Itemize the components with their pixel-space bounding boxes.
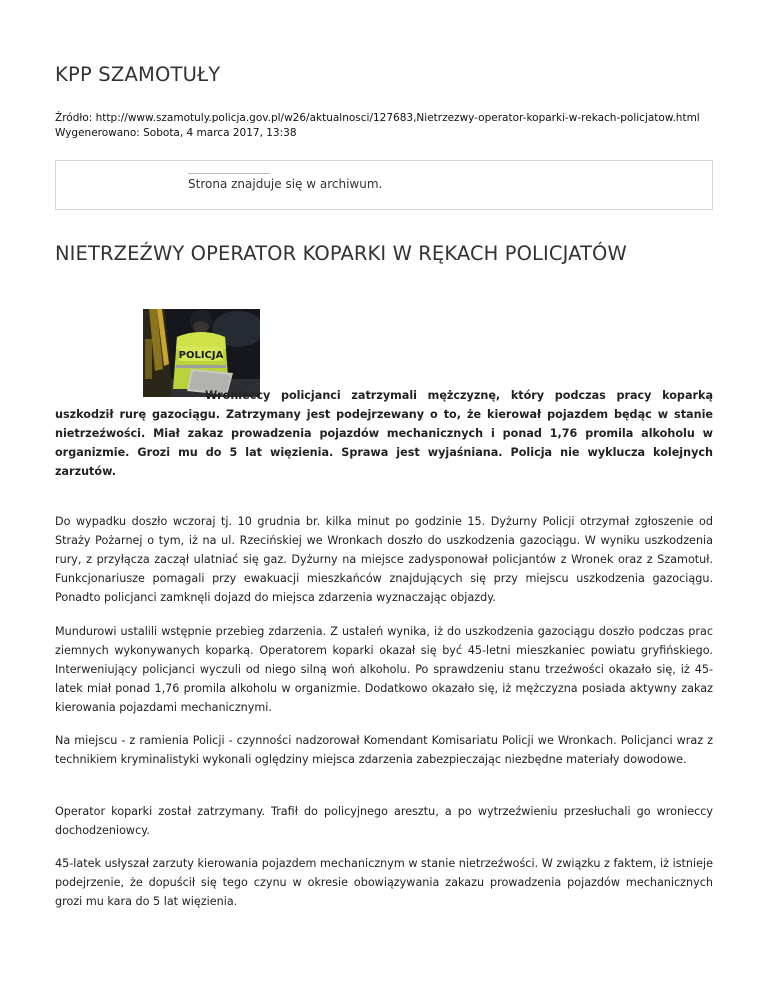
article-lead: [55, 386, 713, 481]
article-paragraph: Operator koparki został zatrzymany. Trafił do policyjnego aresztu, a po wytrzeźwieniu przesłuchali go wronieccy dochodzeniowcy.: [55, 805, 713, 837]
source-url: Źródło: http://www.szamotuly.policja.gov.pl/w26/aktualnosci/127683,Nietrzezwy-operator-koparki-w-rekach-policjatow.html: [55, 112, 700, 124]
archive-divider: [188, 173, 270, 174]
article-paragraph: Do wypadku doszło wczoraj tj. 10 grudnia br. kilka minut po godzinie 15. Dyżurny Policji otrzymał zgłoszenie od Straży Pożarnej o tym, iż na ul. Rzecińskiej we Wronkach doszło do uszkodzenia gazociągu. W wyniku uszkodzenia rury, z przyłącza zaczął ulatniać się gaz. Dyżurny na miejsce zadysponował policjantów z Wronek oraz z Szamotuł. Funkcjonariusze pomagali przy ewakuacji mieszkańców znajdujących się przy miejscu uszkodzenia gazociągu. Ponadto policjanci zamknęli dojazd do miejsca zdarzenia wyznaczając objazdy.: [55, 515, 713, 604]
police-officer-photo: [143, 309, 260, 397]
archive-notice: Strona znajduje się w archiwum.: [188, 177, 383, 191]
article-photo: [143, 309, 260, 397]
article-paragraph: 45-latek usłyszał zarzuty kierowania pojazdem mechanicznym w stanie nietrzeźwości. W związku z faktem, iż istnieje podejrzenie, że dopuścił się tego czynu w okresie obowiązywania zakazu prowadzenia pojazdów mechanicznych grozi mu kara do 5 lat więzienia.: [55, 857, 713, 908]
article-lead-text: Wronieccy policjanci zatrzymali mężczyznę, który podczas pracy koparką uszkodził rurę gazociągu. Zatrzymany jest podejrzewany o to, że kierował pojazdem będąc w stanie nietrzeźwości. Miał zakaz prowadzenia pojazdów mechanicznych i ponad 1,76 promila alkoholu w organizmie. Grozi mu do 5 lat więzienia. Sprawa jest wyjaśniana. Policja nie wyklucza kolejnych zarzutów.: [55, 389, 713, 478]
document-meta: [55, 111, 700, 141]
archive-notice-box: [55, 160, 713, 210]
article-paragraph: Mundurowi ustalili wstępnie przebieg zdarzenia. Z ustaleń wynika, iż do uszkodzenia gazociągu doszło podczas prac ziemnych wykonywanych koparką. Operatorem koparki okazał się być 45-letni mieszkaniec powiatu gryfińskiego. Interweniujący policjanci wyczuli od niego silną woń alkoholu. Po sprawdzeniu stanu trzeźwości okazało się, iż 45-latek miał ponad 1,76 promila alkoholu w organizmie. Dodatkowo okazało się, iż mężczyzna posiada aktywny zakaz kierowania pojazdami mechanicznymi.: [55, 625, 713, 714]
article-paragraph: Na miejscu - z ramienia Policji - czynności nadzorował Komendant Komisariatu Policji we Wronkach. Policjanci wraz z technikiem kryminalistyki wykonali oględziny miejsca zdarzenia zabezpieczając niezbędne materiały dowodowe.: [55, 734, 713, 766]
svg-text:POLICJA: POLICJA: [178, 350, 224, 361]
article-title: NIETRZEŹWY OPERATOR KOPARKI W RĘKACH POLICJATÓW: [55, 242, 627, 265]
site-title: KPP SZAMOTUŁY: [55, 63, 221, 86]
generated-date: Wygenerowano: Sobota, 4 marca 2017, 13:38: [55, 127, 297, 139]
